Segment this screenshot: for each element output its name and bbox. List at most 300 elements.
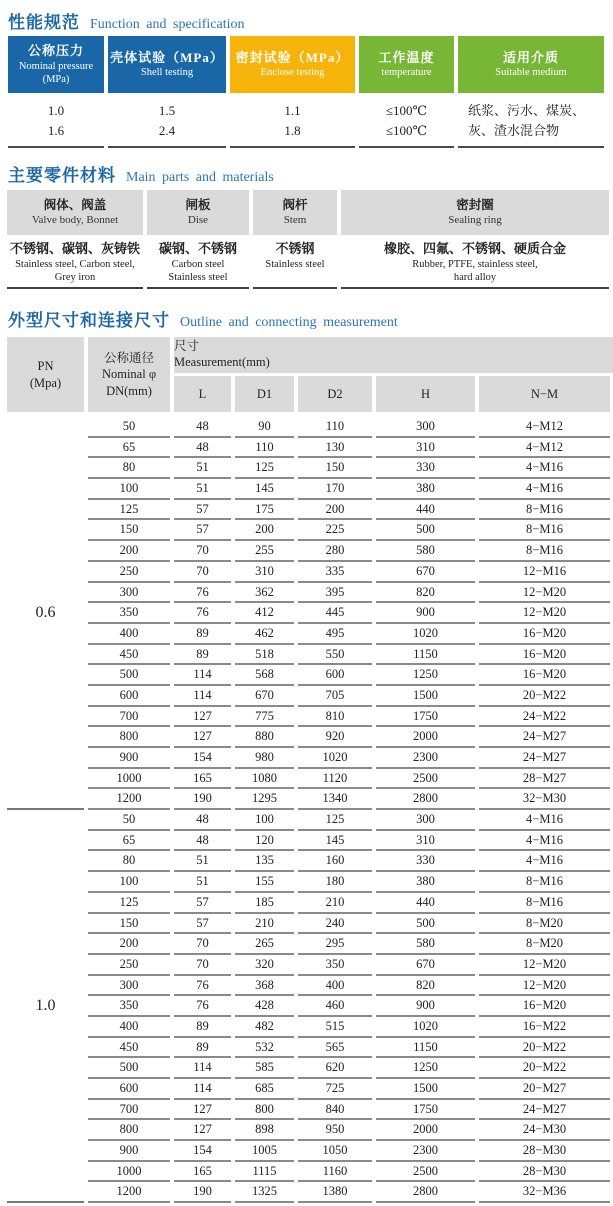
dn-unit: DN(mm): [106, 383, 152, 398]
table-cell: 114: [174, 665, 231, 686]
table-cell: 28−M30: [479, 1162, 610, 1183]
table-cell: 16−M20: [479, 665, 610, 686]
table-cell: 57: [174, 500, 231, 521]
table-cell: 28−M30: [479, 1141, 610, 1162]
table-cell: 89: [174, 645, 231, 666]
spec-table-header: [8, 36, 604, 93]
table-cell: 2500: [376, 1162, 475, 1183]
table-cell: 24−M22: [479, 707, 610, 728]
table-row: [88, 1141, 610, 1162]
table-cell: 1500: [376, 686, 475, 707]
table-cell: 80: [88, 851, 170, 872]
table-cell: 900: [376, 996, 475, 1017]
table-cell: 395: [298, 583, 372, 604]
table-cell: 255: [235, 541, 294, 562]
table-cell: 20−M22: [479, 1058, 610, 1079]
table-cell: 154: [174, 748, 231, 769]
dn-label-zh: 公称通径: [103, 351, 154, 366]
col-label-zh: 密封圈: [456, 198, 494, 213]
table-cell: 565: [298, 1038, 372, 1059]
table-cell: 4−M16: [479, 810, 610, 831]
table-row: [88, 955, 610, 976]
value-zh: 橡胶、四氟、不锈钢、硬质合金: [383, 241, 566, 256]
table-cell: 600: [88, 686, 170, 707]
table-cell: 210: [298, 893, 372, 914]
table-cell: 145: [298, 831, 372, 852]
spec-cell-enclose: [230, 93, 355, 148]
spec-col-medium: [458, 36, 604, 93]
value-en: Stainless steel: [265, 259, 325, 270]
table-row: [88, 583, 610, 604]
table-cell: 225: [298, 520, 372, 541]
table-cell: 428: [235, 996, 294, 1017]
table-cell: 1160: [298, 1162, 372, 1183]
table-cell: 1080: [235, 769, 294, 790]
table-row: [88, 748, 610, 769]
table-cell: 24−M27: [479, 727, 610, 748]
value: ≤100℃: [385, 123, 428, 138]
table-cell: 65: [88, 438, 170, 459]
subcol-D1: D1: [235, 376, 294, 412]
table-cell: 48: [174, 831, 231, 852]
col-label-en: Enclose testing: [260, 67, 325, 79]
materials-section-title: [0, 161, 613, 186]
table-cell: 820: [376, 583, 475, 604]
table-row: [88, 417, 610, 438]
col-label-zh: 阀杆: [282, 198, 308, 213]
table-cell: 400: [88, 1017, 170, 1038]
spec-col-temperature: [359, 36, 454, 93]
table-row: [88, 603, 610, 624]
spec-section-title: [0, 8, 613, 33]
table-cell: 51: [174, 851, 231, 872]
pn-unit: (Mpa): [29, 375, 62, 390]
materials-col-body-bonnet: [7, 190, 143, 235]
table-cell: 265: [235, 934, 294, 955]
value-zh: 不锈钢: [275, 241, 315, 256]
table-cell: 1120: [298, 769, 372, 790]
table-row: [88, 914, 610, 935]
table-cell: 670: [376, 955, 475, 976]
table-cell: 12−M20: [479, 976, 610, 997]
table-cell: 76: [174, 583, 231, 604]
table-cell: 920: [298, 727, 372, 748]
pn-value: 0.6: [7, 417, 84, 810]
table-cell: 190: [174, 1182, 231, 1203]
table-cell: 335: [298, 562, 372, 583]
table-cell: 300: [376, 810, 475, 831]
table-cell: 125: [235, 458, 294, 479]
pn-label: PN: [37, 359, 54, 374]
value: 2.4: [158, 123, 176, 138]
spec-col-enclose-testing: [230, 36, 355, 93]
dimensions-col-dn: [88, 337, 170, 412]
table-cell: 100: [235, 810, 294, 831]
table-row: [88, 831, 610, 852]
table-cell: 24−M27: [479, 748, 610, 769]
value-en: Stainless steel, Carbon steel,: [15, 259, 135, 270]
table-cell: 500: [376, 520, 475, 541]
table-cell: 8−M16: [479, 520, 610, 541]
subcol-NM: N−M: [479, 376, 610, 412]
dn-label-en: Nominal φ: [101, 367, 157, 382]
table-cell: 170: [298, 479, 372, 500]
dimensions-title-zh: 外型尺寸和连接尺寸: [8, 311, 170, 331]
table-cell: 705: [298, 686, 372, 707]
table-cell: 190: [174, 789, 231, 810]
col-label-en: Dise: [187, 214, 209, 227]
table-cell: 500: [376, 914, 475, 935]
spec-col-shell-testing: [108, 36, 226, 93]
table-cell: 154: [174, 1141, 231, 1162]
pn-value: 1.0: [7, 810, 84, 1203]
table-cell: 1340: [298, 789, 372, 810]
table-cell: 1020: [376, 1017, 475, 1038]
materials-title-en: Main parts and materials: [126, 170, 274, 185]
table-cell: 4−M12: [479, 417, 610, 438]
table-cell: 350: [88, 603, 170, 624]
table-cell: 1750: [376, 707, 475, 728]
table-cell: 2300: [376, 748, 475, 769]
table-cell: 900: [376, 603, 475, 624]
table-cell: 57: [174, 893, 231, 914]
subcol-L: L: [174, 376, 231, 412]
table-cell: 200: [298, 500, 372, 521]
table-cell: 48: [174, 417, 231, 438]
measurement-group-label: [174, 337, 613, 373]
table-cell: 898: [235, 1120, 294, 1141]
table-row: [88, 707, 610, 728]
table-cell: 1000: [88, 1162, 170, 1183]
table-cell: 200: [88, 541, 170, 562]
table-cell: 32−M30: [479, 789, 610, 810]
materials-section: [0, 161, 613, 289]
pn-group-0.6: [7, 417, 610, 810]
dimensions-table-header: [7, 337, 610, 412]
table-cell: 445: [298, 603, 372, 624]
col-label-en2: (MPa): [42, 73, 70, 85]
table-cell: 320: [235, 955, 294, 976]
table-cell: 180: [298, 872, 372, 893]
table-cell: 32−M36: [479, 1182, 610, 1203]
col-label-zh: 密封试验（MPa）: [235, 49, 350, 65]
pn-group-rows: [88, 417, 610, 810]
table-cell: 200: [235, 520, 294, 541]
table-cell: 80: [88, 458, 170, 479]
table-cell: 400: [298, 976, 372, 997]
table-cell: 900: [88, 748, 170, 769]
spec-cell-medium: [458, 93, 604, 148]
table-cell: 440: [376, 893, 475, 914]
table-cell: 1250: [376, 1058, 475, 1079]
table-cell: 250: [88, 562, 170, 583]
table-cell: 585: [235, 1058, 294, 1079]
table-cell: 460: [298, 996, 372, 1017]
table-cell: 2800: [376, 1182, 475, 1203]
table-cell: 175: [235, 500, 294, 521]
table-row: [88, 851, 610, 872]
table-cell: 2500: [376, 769, 475, 790]
table-row: [88, 996, 610, 1017]
table-cell: 500: [88, 1058, 170, 1079]
table-cell: 114: [174, 686, 231, 707]
table-cell: 114: [174, 1058, 231, 1079]
table-cell: 210: [235, 914, 294, 935]
table-cell: 89: [174, 1038, 231, 1059]
table-cell: 950: [298, 1120, 372, 1141]
materials-col-sealing-ring: [341, 190, 609, 235]
table-row: [88, 934, 610, 955]
table-cell: 1115: [235, 1162, 294, 1183]
table-cell: 4−M16: [479, 831, 610, 852]
table-row: [88, 686, 610, 707]
table-cell: 412: [235, 603, 294, 624]
table-cell: 800: [88, 1120, 170, 1141]
materials-table-header: [7, 190, 609, 235]
table-cell: 725: [298, 1079, 372, 1100]
table-row: [88, 872, 610, 893]
table-cell: 12−M20: [479, 603, 610, 624]
table-cell: 16−M20: [479, 624, 610, 645]
col-label-zh: 公称压力: [27, 43, 84, 59]
subcol-H: H: [376, 376, 475, 412]
table-cell: 57: [174, 914, 231, 935]
table-cell: 2000: [376, 1120, 475, 1141]
dimensions-title-en: Outline and connecting measurement: [180, 315, 398, 330]
table-cell: 1500: [376, 1079, 475, 1100]
table-cell: 48: [174, 810, 231, 831]
table-cell: 89: [174, 624, 231, 645]
table-cell: 165: [174, 1162, 231, 1183]
table-cell: 1325: [235, 1182, 294, 1203]
table-cell: 440: [376, 500, 475, 521]
table-row: [88, 1038, 610, 1059]
table-cell: 28−M27: [479, 769, 610, 790]
table-cell: 2800: [376, 789, 475, 810]
table-cell: 8−M16: [479, 872, 610, 893]
table-cell: 8−M20: [479, 914, 610, 935]
table-cell: 76: [174, 996, 231, 1017]
spec-cell-shell: [108, 93, 226, 148]
table-cell: 20−M27: [479, 1079, 610, 1100]
value: 1.6: [47, 123, 65, 138]
table-cell: 4−M12: [479, 438, 610, 459]
spec-title-zh: 性能规范: [8, 13, 80, 33]
materials-cell-sealing-ring: [341, 235, 609, 289]
table-row: [88, 1100, 610, 1121]
table-cell: 12−M16: [479, 562, 610, 583]
value-en: Rubber, PTFE, stainless steel,: [412, 259, 538, 270]
col-label-en: Valve body, Bonnet: [31, 214, 119, 227]
table-row: [88, 541, 610, 562]
table-cell: 24−M27: [479, 1100, 610, 1121]
table-cell: 1750: [376, 1100, 475, 1121]
table-cell: 515: [298, 1017, 372, 1038]
table-cell: 120: [235, 831, 294, 852]
col-label-en: temperature: [381, 67, 432, 79]
table-cell: 580: [376, 541, 475, 562]
table-cell: 1380: [298, 1182, 372, 1203]
pn-group-1.0: [7, 810, 610, 1203]
table-cell: 700: [88, 1100, 170, 1121]
table-row: [88, 1017, 610, 1038]
table-cell: 70: [174, 562, 231, 583]
table-cell: 240: [298, 914, 372, 935]
table-cell: 127: [174, 1100, 231, 1121]
table-cell: 1000: [88, 769, 170, 790]
table-cell: 51: [174, 458, 231, 479]
value: 1.8: [284, 123, 301, 138]
col-label-zh: 闸板: [185, 198, 211, 213]
table-cell: 135: [235, 851, 294, 872]
table-cell: 24−M30: [479, 1120, 610, 1141]
table-cell: 70: [174, 934, 231, 955]
table-cell: 380: [376, 872, 475, 893]
table-row: [88, 438, 610, 459]
table-cell: 110: [298, 417, 372, 438]
table-cell: 50: [88, 417, 170, 438]
table-cell: 125: [298, 810, 372, 831]
col-label-en: Stem: [283, 214, 307, 227]
dimensions-section-title: [0, 306, 613, 331]
table-row: [88, 1079, 610, 1100]
table-row: [88, 645, 610, 666]
table-cell: 51: [174, 872, 231, 893]
table-cell: 127: [174, 1120, 231, 1141]
table-cell: 200: [88, 934, 170, 955]
measurement-subcolumns: [174, 376, 613, 412]
value: 1.5: [158, 103, 176, 118]
value-zh: 碳钢、不锈钢: [158, 241, 237, 256]
table-cell: 89: [174, 1017, 231, 1038]
table-cell: 65: [88, 831, 170, 852]
table-row: [88, 1058, 610, 1079]
col-label-en: Suitable medium: [495, 67, 567, 79]
materials-cell-body-bonnet: [7, 235, 143, 289]
table-row: [88, 893, 610, 914]
table-row: [88, 479, 610, 500]
table-cell: 57: [174, 520, 231, 541]
table-cell: 2000: [376, 727, 475, 748]
col-label-zh: 适用介质: [502, 49, 559, 65]
table-row: [88, 665, 610, 686]
col-label-zh: 工作温度: [378, 49, 435, 65]
table-row: [88, 458, 610, 479]
table-cell: 70: [174, 955, 231, 976]
table-cell: 20−M22: [479, 686, 610, 707]
table-row: [88, 789, 610, 810]
table-cell: 500: [88, 665, 170, 686]
materials-col-stem: [253, 190, 337, 235]
table-cell: 76: [174, 976, 231, 997]
value: 1.1: [284, 103, 301, 118]
table-cell: 4−M16: [479, 851, 610, 872]
table-cell: 16−M20: [479, 645, 610, 666]
table-cell: 350: [88, 996, 170, 1017]
table-cell: 600: [298, 665, 372, 686]
value-zh: 不锈钢、碳钢、灰铸铁: [9, 241, 140, 256]
table-cell: 76: [174, 603, 231, 624]
table-cell: 250: [88, 955, 170, 976]
table-cell: 114: [174, 1079, 231, 1100]
table-cell: 1295: [235, 789, 294, 810]
spec-table-body: [8, 93, 604, 148]
spec-cell-pressure: [8, 93, 104, 148]
table-cell: 568: [235, 665, 294, 686]
table-cell: 12−M20: [479, 955, 610, 976]
materials-cell-disc: [147, 235, 249, 289]
table-cell: 300: [376, 417, 475, 438]
table-cell: 50: [88, 810, 170, 831]
table-cell: 51: [174, 479, 231, 500]
table-row: [88, 520, 610, 541]
table-row: [88, 727, 610, 748]
table-cell: 620: [298, 1058, 372, 1079]
table-cell: 495: [298, 624, 372, 645]
col-label-en: Shell testing: [140, 67, 194, 79]
measurement-label-zh: 尺寸: [174, 339, 200, 354]
table-cell: 8−M16: [479, 893, 610, 914]
table-cell: 4−M16: [479, 458, 610, 479]
table-cell: 1200: [88, 789, 170, 810]
value: ≤100℃: [385, 103, 428, 118]
table-cell: 518: [235, 645, 294, 666]
table-cell: 165: [174, 769, 231, 790]
table-cell: 150: [298, 458, 372, 479]
table-cell: 160: [298, 851, 372, 872]
spec-cell-temp: [359, 93, 454, 148]
table-row: [88, 624, 610, 645]
table-cell: 8−M20: [479, 934, 610, 955]
table-cell: 12−M20: [479, 583, 610, 604]
col-label-zh: 阀体、阀盖: [43, 198, 107, 213]
materials-col-disc: [147, 190, 249, 235]
table-cell: 840: [298, 1100, 372, 1121]
table-cell: 700: [88, 707, 170, 728]
dimensions-section: [0, 306, 613, 1203]
value-en2: Stainless steel: [168, 272, 228, 283]
materials-table-body: [7, 235, 609, 289]
table-cell: 1020: [298, 748, 372, 769]
table-cell: 8−M16: [479, 500, 610, 521]
table-cell: 532: [235, 1038, 294, 1059]
table-cell: 8−M16: [479, 541, 610, 562]
table-cell: 155: [235, 872, 294, 893]
table-cell: 310: [376, 438, 475, 459]
table-cell: 90: [235, 417, 294, 438]
table-cell: 900: [88, 1141, 170, 1162]
table-cell: 150: [88, 520, 170, 541]
value-en2: Grey iron: [54, 272, 96, 283]
col-label-zh: 壳体试验（MPa）: [110, 49, 224, 65]
table-row: [88, 1120, 610, 1141]
table-cell: 1200: [88, 1182, 170, 1203]
table-cell: 310: [235, 562, 294, 583]
value: 纸浆、污水、煤炭、: [468, 103, 586, 118]
table-row: [88, 1182, 610, 1203]
table-cell: 295: [298, 934, 372, 955]
table-cell: 100: [88, 479, 170, 500]
table-cell: 16−M22: [479, 1017, 610, 1038]
table-cell: 980: [235, 748, 294, 769]
table-cell: 368: [235, 976, 294, 997]
materials-cell-stem: [253, 235, 337, 289]
col-label-en: Nominal pressure: [18, 60, 94, 72]
table-cell: 482: [235, 1017, 294, 1038]
table-cell: 670: [235, 686, 294, 707]
table-cell: 1150: [376, 645, 475, 666]
table-cell: 70: [174, 541, 231, 562]
